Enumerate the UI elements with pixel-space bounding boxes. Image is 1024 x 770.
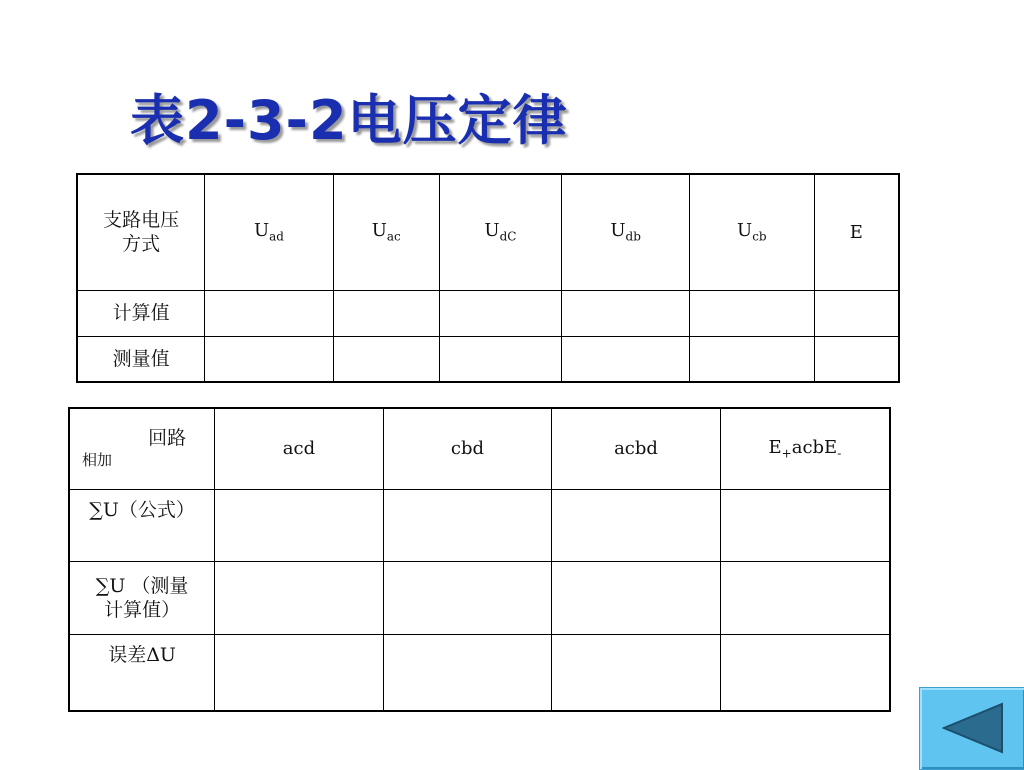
header-udb: $U_{db}$ xyxy=(562,174,690,290)
cell xyxy=(439,336,562,382)
header-e: E xyxy=(814,174,899,290)
page-title: 表2-3-2电压定律 xyxy=(130,89,568,152)
table-row xyxy=(69,561,890,634)
cell xyxy=(215,634,384,711)
cell xyxy=(720,634,890,711)
header-eacbe: $E_+acbE_-$ xyxy=(720,408,890,489)
cell xyxy=(689,336,814,382)
row-label-calculated: 计算值 xyxy=(77,290,205,336)
row-label-error: 误差ΔU xyxy=(69,634,215,711)
loop-table xyxy=(68,407,891,712)
header-uac: $U_{ac}$ xyxy=(333,174,439,290)
cell xyxy=(205,290,334,336)
cell xyxy=(552,489,721,561)
cell xyxy=(383,634,552,711)
header-acd: acd xyxy=(215,408,384,489)
cell xyxy=(552,561,721,634)
cell xyxy=(562,336,690,382)
table-row xyxy=(69,634,890,711)
cell xyxy=(215,561,384,634)
cell xyxy=(333,290,439,336)
table-row xyxy=(69,489,890,561)
sum-measured-line1: ∑U （测量 xyxy=(95,574,189,597)
table-header-row xyxy=(77,174,899,290)
row-label-sum-formula: ∑U（公式） xyxy=(69,489,215,561)
cell xyxy=(814,290,899,336)
header-cbd: cbd xyxy=(383,408,552,489)
cell xyxy=(205,336,334,382)
sum-measured-line2: 计算值） xyxy=(104,598,181,621)
header-acbd: acbd xyxy=(552,408,721,489)
cell xyxy=(552,634,721,711)
header-corner-line1: 支路电压 xyxy=(103,209,180,232)
triangle-left-icon xyxy=(942,702,1004,754)
cell xyxy=(689,290,814,336)
table-header-row xyxy=(69,408,890,489)
loop-corner-cell xyxy=(69,408,215,489)
table-row xyxy=(77,290,899,336)
cell xyxy=(814,336,899,382)
header-uad: $U_{ad}$ xyxy=(205,174,334,290)
header-udc: $U_{dC}$ xyxy=(439,174,562,290)
cell xyxy=(383,561,552,634)
header-corner-line2: 方式 xyxy=(122,233,161,256)
previous-slide-button[interactable] xyxy=(919,687,1024,770)
cell xyxy=(720,561,890,634)
header-corner-cell xyxy=(77,174,205,290)
cell xyxy=(439,290,562,336)
cell xyxy=(383,489,552,561)
cell xyxy=(333,336,439,382)
cell xyxy=(720,489,890,561)
voltage-table xyxy=(76,173,900,383)
corner-bottom-label: 相加 xyxy=(82,450,113,469)
corner-top-label: 回路 xyxy=(148,426,187,449)
header-ucb: $U_{cb}$ xyxy=(689,174,814,290)
cell xyxy=(215,489,384,561)
row-label-measured: 测量值 xyxy=(77,336,205,382)
cell xyxy=(562,290,690,336)
table-row xyxy=(77,336,899,382)
row-label-sum-measured xyxy=(69,561,215,634)
